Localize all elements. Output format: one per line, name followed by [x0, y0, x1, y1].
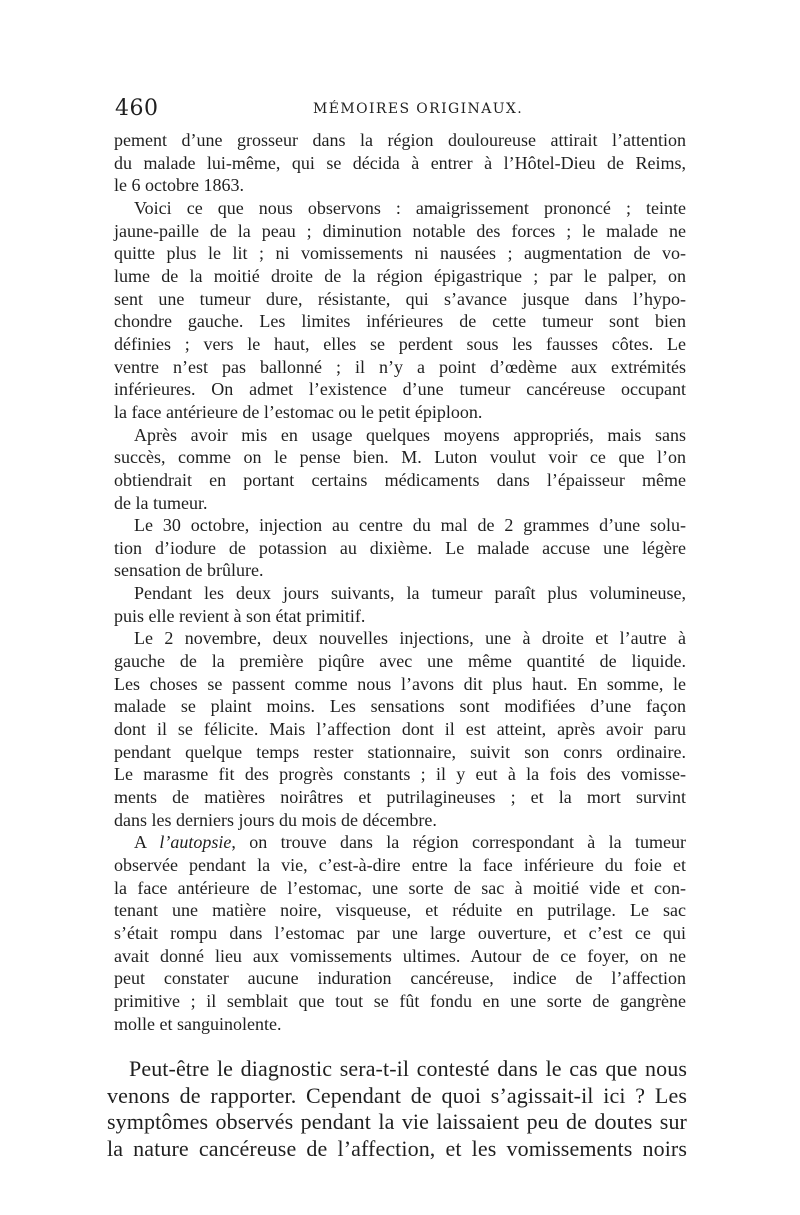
text-line: du malade lui-même, qui se décida à entrer à l’Hôtel-Dieu de Reims, — [114, 152, 686, 173]
text-line: ments de matières noirâtres et putrilagineuses ; et la mort survint — [114, 787, 686, 808]
body-text — [114, 129, 686, 1035]
text-line: s’était rompu dans l’estomac par une large ouverture, et c’est ce qui — [114, 922, 686, 943]
text-line: sent une tumeur dure, résistante, qui s’avance jusque dans l’hypo- — [114, 288, 686, 309]
text-line: la face antérieure de l’estomac ou le petit épiploon. — [114, 401, 483, 422]
text-line: malade se plaint moins. Les sensations sont modifiées d’une façon — [114, 696, 686, 717]
text-line: Voici ce que nous observons : amaigrissement prononcé ; teinte — [134, 197, 686, 218]
text-line: inférieures. On admet l’existence d’une tumeur cancéreuse occupant — [114, 379, 686, 400]
text-line: la face antérieure de l’estomac, une sorte de sac à moitié vide et con- — [114, 877, 686, 898]
text-line: pendant quelque temps rester stationnaire, suivit son conrs ordinaire. — [114, 741, 686, 762]
autopsy-emphasis: l’autopsie — [159, 832, 232, 853]
text-line: observée pendant la vie, c’est-à-dire entre la face inférieure du foie et — [114, 855, 686, 875]
text-line: puis elle revient à son état primitif. — [114, 605, 366, 626]
text-line: dont il se félicite. Mais l’affection dont il est atteint, après avoir paru — [114, 719, 686, 740]
text-line: lume de la moitié droite de la région épigastrique ; par le palper, on — [114, 265, 686, 286]
text-line: Après avoir mis en usage quelques moyens appropriés, mais sans — [134, 424, 686, 445]
autopsy-prefix: A — [134, 832, 160, 853]
text-line: sensation de brûlure. — [114, 560, 264, 581]
text-line: définies ; vers le haut, elles se perdent sous les fausses côtes. Le — [114, 333, 686, 354]
text-line: dans les derniers jours du mois de décembre. — [114, 809, 437, 830]
text-line: chondre gauche. Les limites inférieures de cette tumeur sont bien — [114, 311, 686, 332]
text-line: Le 30 octobre, injection au centre du mal de 2 grammes d’une solu- — [134, 515, 686, 536]
large-paragraph — [107, 1056, 687, 1162]
text-line: avait donné lieu aux vomissements ultimes. Autour de ce foyer, on ne — [114, 945, 686, 966]
large-text-line: la nature cancéreuse de l’affection, et les vomissements noirs — [107, 1135, 687, 1161]
large-text-line: Peut-être le diagnostic sera-t-il contesté dans le cas que nous — [129, 1056, 687, 1081]
text-line: peut constater aucune induration cancéreuse, indice de l’affection — [114, 968, 686, 989]
large-text-line: symptômes observés pendant la vie laissaient peu de doutes sur — [107, 1109, 687, 1134]
text-line: obtiendrait en portant certains médicaments dans l’épaisseur même — [114, 469, 686, 490]
text-line: Le 2 novembre, deux nouvelles injections, une à droite et l’autre à — [134, 628, 686, 649]
text-line: ventre n’est pas ballonné ; il n’y a point d’œdème aux extrémités — [114, 356, 686, 377]
text-line: tenant une matière noire, visqueuse, et réduite en putrilage. Le sac — [114, 900, 686, 921]
text-line: molle et sanguinolente. — [114, 1013, 282, 1034]
text-line: primitive ; il semblait que tout se fût fondu en une sorte de gangrène — [114, 990, 686, 1011]
text-line: tion d’iodure de potassion au dixième. Le malade accuse une légère — [114, 537, 686, 558]
page-number: 460 — [115, 96, 159, 121]
autopsy-first-line-rest: , on trouve dans la région correspondant à la tumeur — [231, 832, 686, 853]
text-line: pement d’une grosseur dans la région douloureuse attirait l’attention — [114, 130, 686, 150]
text-line: quitte plus le lit ; ni vomissements ni nausées ; augmentation de vo- — [114, 243, 686, 264]
text-line: jaune-paille de la peau ; diminution notable des forces ; le malade ne — [114, 220, 686, 241]
running-head: MÉMOIRES ORIGINAUX. — [313, 101, 524, 117]
text-line: Le marasme fit des progrès constants ; il y eut à la fois des vomisse- — [114, 764, 686, 785]
text-line: Pendant les deux jours suivants, la tumeur paraît plus volumineuse, — [134, 583, 686, 604]
text-line: Les choses se passent comme nous l’avons dit plus haut. En somme, le — [114, 673, 686, 694]
autopsy-first-line — [114, 831, 686, 854]
text-line: succès, comme on le pense bien. M. Luton voulut voir ce que l’on — [114, 447, 686, 468]
text-line: le 6 octobre 1863. — [114, 175, 244, 196]
text-line: gauche de la première piqûre avec une même quantité de liquide. — [114, 651, 686, 672]
text-line: de la tumeur. — [114, 492, 208, 513]
large-text-line: venons de rapporter. Cependant de quoi s’agissait-il ici ? Les — [107, 1082, 687, 1108]
